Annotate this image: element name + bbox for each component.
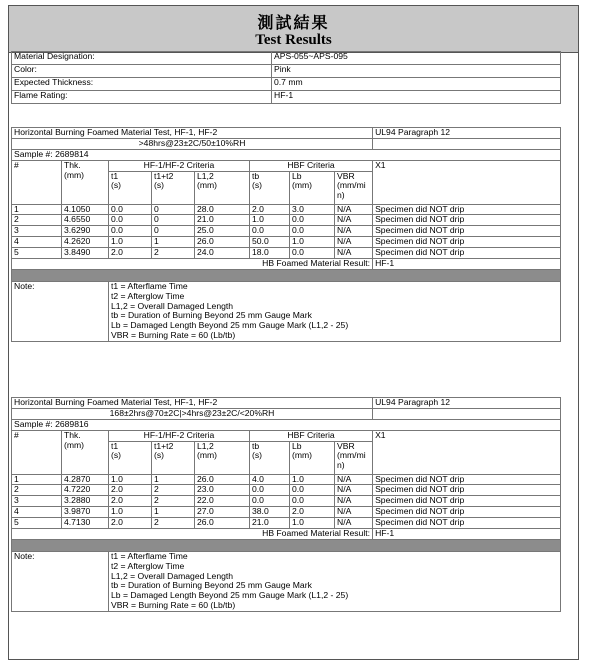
cell-vbr: N/A bbox=[335, 226, 373, 237]
vbr-unit-2: n) bbox=[337, 460, 345, 471]
t1-label: t1 bbox=[111, 171, 119, 181]
note-line: tb = Duration of Burning Beyond 25 mm Gauge Mark bbox=[111, 310, 312, 321]
header-row bbox=[12, 430, 561, 441]
lb-unit: (mm) bbox=[292, 450, 313, 461]
info-row bbox=[12, 78, 561, 91]
vbr-unit: (mm/mi bbox=[337, 450, 366, 461]
test-name-row bbox=[12, 128, 561, 139]
info-value: HF-1 bbox=[272, 91, 561, 104]
cell-num: 5 bbox=[12, 248, 62, 259]
blank-cell bbox=[373, 138, 561, 149]
hbf-criteria-header: HBF Criteria bbox=[250, 160, 373, 171]
hf-criteria-header: HF-1/HF-2 Criteria bbox=[109, 430, 250, 441]
test-section-2 bbox=[11, 397, 561, 612]
cell-t1: 0.0 bbox=[109, 204, 152, 215]
test-name: Horizontal Burning Foamed Material Test, HF-1, HF-2 bbox=[12, 398, 373, 409]
info-value: Pink bbox=[272, 65, 561, 78]
cell-x1: Specimen did NOT drip bbox=[373, 474, 561, 485]
col-header-lb bbox=[290, 171, 335, 204]
cell-thk: 3.9870 bbox=[62, 507, 109, 518]
cell-thk: 4.1050 bbox=[62, 204, 109, 215]
material-info-table bbox=[11, 51, 561, 104]
info-value: 0.7 mm bbox=[272, 78, 561, 91]
cell-num: 4 bbox=[12, 237, 62, 248]
title-chinese: 測試結果 bbox=[257, 13, 330, 32]
conditioning: 168±2hrs@70±2C|>4hrs@23±2C/<20%RH bbox=[12, 408, 373, 419]
cell-lb: 3.0 bbox=[290, 204, 335, 215]
result-label: HB Foamed Material Result: bbox=[12, 258, 373, 269]
cell-t1t2: 2 bbox=[152, 518, 195, 529]
tb-unit: (s) bbox=[252, 450, 263, 461]
t1t2-label: t1+t2 bbox=[154, 171, 174, 181]
vbr-unit-2: n) bbox=[337, 190, 345, 201]
cell-vbr: N/A bbox=[335, 248, 373, 259]
report-header bbox=[9, 6, 578, 53]
col-header-l12 bbox=[195, 441, 250, 474]
conditioning: >48hrs@23±2C/50±10%RH bbox=[12, 138, 373, 149]
cell-t1t2: 1 bbox=[152, 474, 195, 485]
cell-vbr: N/A bbox=[335, 518, 373, 529]
cell-tb: 1.0 bbox=[250, 215, 290, 226]
divider-bar-row bbox=[12, 539, 561, 551]
col-header-num: # bbox=[12, 160, 62, 204]
table-row bbox=[12, 496, 561, 507]
test-paragraph: UL94 Paragraph 12 bbox=[373, 398, 561, 409]
cell-num: 1 bbox=[12, 204, 62, 215]
cell-lb: 1.0 bbox=[290, 237, 335, 248]
tb-label: tb bbox=[252, 441, 260, 451]
col-header-tb bbox=[250, 441, 290, 474]
cell-vbr: N/A bbox=[335, 507, 373, 518]
cell-tb: 4.0 bbox=[250, 474, 290, 485]
col-header-t1t2 bbox=[152, 441, 195, 474]
cell-t1: 2.0 bbox=[109, 485, 152, 496]
cell-x1: Specimen did NOT drip bbox=[373, 226, 561, 237]
test-name: Horizontal Burning Foamed Material Test, HF-1, HF-2 bbox=[12, 128, 373, 139]
l12-label: L1,2 bbox=[197, 171, 214, 181]
info-label: Material Designation: bbox=[12, 52, 272, 65]
cell-l12: 21.0 bbox=[195, 215, 250, 226]
cell-thk: 3.2880 bbox=[62, 496, 109, 507]
cell-thk: 3.8490 bbox=[62, 248, 109, 259]
cell-lb: 1.0 bbox=[290, 474, 335, 485]
vbr-label: VBR bbox=[337, 441, 355, 451]
cell-thk: 3.6290 bbox=[62, 226, 109, 237]
cell-lb: 0.0 bbox=[290, 248, 335, 259]
info-row bbox=[12, 52, 561, 65]
note-line: L1,2 = Overall Damaged Length bbox=[111, 570, 234, 581]
cell-t1t2: 2 bbox=[152, 485, 195, 496]
cell-t1t2: 0 bbox=[152, 204, 195, 215]
table-row bbox=[12, 215, 561, 226]
cell-x1: Specimen did NOT drip bbox=[373, 248, 561, 259]
info-label: Expected Thickness: bbox=[12, 78, 272, 91]
thk-unit: (mm) bbox=[64, 169, 85, 180]
thk-label: Thk. bbox=[64, 160, 81, 170]
cell-l12: 27.0 bbox=[195, 507, 250, 518]
cell-x1: Specimen did NOT drip bbox=[373, 204, 561, 215]
cell-tb: 2.0 bbox=[250, 204, 290, 215]
cell-lb: 0.0 bbox=[290, 226, 335, 237]
cell-t1: 2.0 bbox=[109, 496, 152, 507]
result-value: HF-1 bbox=[373, 528, 561, 539]
cell-t1t2: 0 bbox=[152, 226, 195, 237]
note-line: t1 = Afterflame Time bbox=[111, 281, 188, 291]
note-lines bbox=[109, 551, 561, 611]
result-row bbox=[12, 528, 561, 539]
cell-thk: 4.2620 bbox=[62, 237, 109, 248]
note-line: VBR = Burning Rate = 60 (Lb/tb) bbox=[111, 600, 236, 611]
cell-vbr: N/A bbox=[335, 485, 373, 496]
cell-vbr: N/A bbox=[335, 237, 373, 248]
col-header-t1t2 bbox=[152, 171, 195, 204]
col-header-t1 bbox=[109, 171, 152, 204]
sample-number: Sample #: 2689816 bbox=[12, 419, 561, 430]
cell-num: 4 bbox=[12, 507, 62, 518]
note-line: L1,2 = Overall Damaged Length bbox=[111, 300, 234, 311]
conditioning-row bbox=[12, 408, 561, 419]
cell-thk: 4.2870 bbox=[62, 474, 109, 485]
result-row bbox=[12, 258, 561, 269]
col-header-lb bbox=[290, 441, 335, 474]
note-line: VBR = Burning Rate = 60 (Lb/tb) bbox=[111, 330, 236, 341]
t1-unit: (s) bbox=[111, 450, 122, 461]
note-line: Lb = Damaged Length Beyond 25 mm Gauge Mark (L1,2 - 25) bbox=[111, 590, 349, 601]
cell-x1: Specimen did NOT drip bbox=[373, 507, 561, 518]
blank-cell bbox=[373, 408, 561, 419]
cell-t1t2: 2 bbox=[152, 496, 195, 507]
note-row bbox=[12, 551, 561, 611]
cell-x1: Specimen did NOT drip bbox=[373, 215, 561, 226]
sample-row bbox=[12, 419, 561, 430]
table-row bbox=[12, 474, 561, 485]
table-row bbox=[12, 204, 561, 215]
note-lines bbox=[109, 281, 561, 341]
lb-unit: (mm) bbox=[292, 180, 313, 191]
cell-l12: 26.0 bbox=[195, 518, 250, 529]
cell-lb: 0.0 bbox=[290, 485, 335, 496]
col-header-l12 bbox=[195, 171, 250, 204]
note-label: Note: bbox=[12, 551, 109, 611]
cell-lb: 1.0 bbox=[290, 518, 335, 529]
divider-bar-row bbox=[12, 269, 561, 281]
cell-t1t2: 2 bbox=[152, 248, 195, 259]
result-value: HF-1 bbox=[373, 258, 561, 269]
cell-tb: 0.0 bbox=[250, 496, 290, 507]
note-row bbox=[12, 281, 561, 341]
table-row bbox=[12, 507, 561, 518]
cell-l12: 26.0 bbox=[195, 474, 250, 485]
l12-unit: (mm) bbox=[197, 180, 218, 191]
table-row bbox=[12, 485, 561, 496]
thk-unit: (mm) bbox=[64, 439, 85, 450]
col-header-t1 bbox=[109, 441, 152, 474]
note-line: t2 = Afterglow Time bbox=[111, 560, 185, 571]
cell-vbr: N/A bbox=[335, 215, 373, 226]
cell-l12: 25.0 bbox=[195, 226, 250, 237]
info-row bbox=[12, 91, 561, 104]
test-paragraph: UL94 Paragraph 12 bbox=[373, 128, 561, 139]
cell-num: 1 bbox=[12, 474, 62, 485]
cell-vbr: N/A bbox=[335, 204, 373, 215]
cell-l12: 22.0 bbox=[195, 496, 250, 507]
cell-tb: 50.0 bbox=[250, 237, 290, 248]
cell-tb: 21.0 bbox=[250, 518, 290, 529]
divider-bar bbox=[12, 539, 561, 551]
cell-t1t2: 1 bbox=[152, 237, 195, 248]
t1t2-unit: (s) bbox=[154, 450, 165, 461]
header-row bbox=[12, 160, 561, 171]
cell-num: 2 bbox=[12, 215, 62, 226]
test-section-1 bbox=[11, 127, 561, 342]
t1t2-unit: (s) bbox=[154, 180, 165, 191]
info-label: Flame Rating: bbox=[12, 91, 272, 104]
cell-tb: 38.0 bbox=[250, 507, 290, 518]
cell-x1: Specimen did NOT drip bbox=[373, 496, 561, 507]
cell-x1: Specimen did NOT drip bbox=[373, 518, 561, 529]
cell-tb: 0.0 bbox=[250, 485, 290, 496]
cell-t1t2: 0 bbox=[152, 215, 195, 226]
cell-t1: 2.0 bbox=[109, 248, 152, 259]
l12-unit: (mm) bbox=[197, 450, 218, 461]
note-line: t2 = Afterglow Time bbox=[111, 290, 185, 301]
divider-bar bbox=[12, 269, 561, 281]
t1-unit: (s) bbox=[111, 180, 122, 191]
cell-x1: Specimen did NOT drip bbox=[373, 485, 561, 496]
cell-num: 5 bbox=[12, 518, 62, 529]
info-row bbox=[12, 65, 561, 78]
cell-tb: 18.0 bbox=[250, 248, 290, 259]
note-line: Lb = Damaged Length Beyond 25 mm Gauge Mark (L1,2 - 25) bbox=[111, 320, 349, 331]
cell-t1: 1.0 bbox=[109, 237, 152, 248]
cell-num: 2 bbox=[12, 485, 62, 496]
title-english: Test Results bbox=[255, 32, 332, 48]
hbf-criteria-header: HBF Criteria bbox=[250, 430, 373, 441]
tb-unit: (s) bbox=[252, 180, 263, 191]
cell-t1: 1.0 bbox=[109, 507, 152, 518]
note-line: tb = Duration of Burning Beyond 25 mm Gauge Mark bbox=[111, 580, 312, 591]
vbr-unit: (mm/mi bbox=[337, 180, 366, 191]
cell-num: 3 bbox=[12, 496, 62, 507]
l12-label: L1,2 bbox=[197, 441, 214, 451]
lb-label: Lb bbox=[292, 171, 302, 181]
info-label: Color: bbox=[12, 65, 272, 78]
table-row bbox=[12, 237, 561, 248]
t1-label: t1 bbox=[111, 441, 119, 451]
cell-x1: Specimen did NOT drip bbox=[373, 237, 561, 248]
cell-lb: 2.0 bbox=[290, 507, 335, 518]
cell-t1: 0.0 bbox=[109, 215, 152, 226]
note-line: t1 = Afterflame Time bbox=[111, 551, 188, 561]
cell-thk: 4.7220 bbox=[62, 485, 109, 496]
table-row bbox=[12, 518, 561, 529]
col-header-x1: X1 bbox=[373, 430, 561, 474]
lb-label: Lb bbox=[292, 441, 302, 451]
cell-thk: 4.6550 bbox=[62, 215, 109, 226]
cell-l12: 28.0 bbox=[195, 204, 250, 215]
col-header-thk bbox=[62, 160, 109, 204]
test-name-row bbox=[12, 398, 561, 409]
col-header-tb bbox=[250, 171, 290, 204]
cell-t1: 0.0 bbox=[109, 226, 152, 237]
col-header-thk bbox=[62, 430, 109, 474]
result-label: HB Foamed Material Result: bbox=[12, 528, 373, 539]
thk-label: Thk. bbox=[64, 430, 81, 440]
cell-thk: 4.7130 bbox=[62, 518, 109, 529]
cell-num: 3 bbox=[12, 226, 62, 237]
sample-number: Sample #: 2689814 bbox=[12, 149, 561, 160]
tb-label: tb bbox=[252, 171, 260, 181]
vbr-label: VBR bbox=[337, 171, 355, 181]
cell-tb: 0.0 bbox=[250, 226, 290, 237]
col-header-vbr bbox=[335, 441, 373, 474]
cell-vbr: N/A bbox=[335, 474, 373, 485]
cell-l12: 26.0 bbox=[195, 237, 250, 248]
table-row bbox=[12, 248, 561, 259]
col-header-num: # bbox=[12, 430, 62, 474]
cell-l12: 24.0 bbox=[195, 248, 250, 259]
cell-t1: 2.0 bbox=[109, 518, 152, 529]
cell-lb: 0.0 bbox=[290, 215, 335, 226]
t1t2-label: t1+t2 bbox=[154, 441, 174, 451]
note-label: Note: bbox=[12, 281, 109, 341]
cell-t1t2: 1 bbox=[152, 507, 195, 518]
cell-t1: 1.0 bbox=[109, 474, 152, 485]
hf-criteria-header: HF-1/HF-2 Criteria bbox=[109, 160, 250, 171]
cell-vbr: N/A bbox=[335, 496, 373, 507]
sample-row bbox=[12, 149, 561, 160]
col-header-x1: X1 bbox=[373, 160, 561, 204]
conditioning-row bbox=[12, 138, 561, 149]
cell-lb: 0.0 bbox=[290, 496, 335, 507]
table-row bbox=[12, 226, 561, 237]
col-header-vbr bbox=[335, 171, 373, 204]
cell-l12: 23.0 bbox=[195, 485, 250, 496]
info-value: APS-055~APS-095 bbox=[272, 52, 561, 65]
